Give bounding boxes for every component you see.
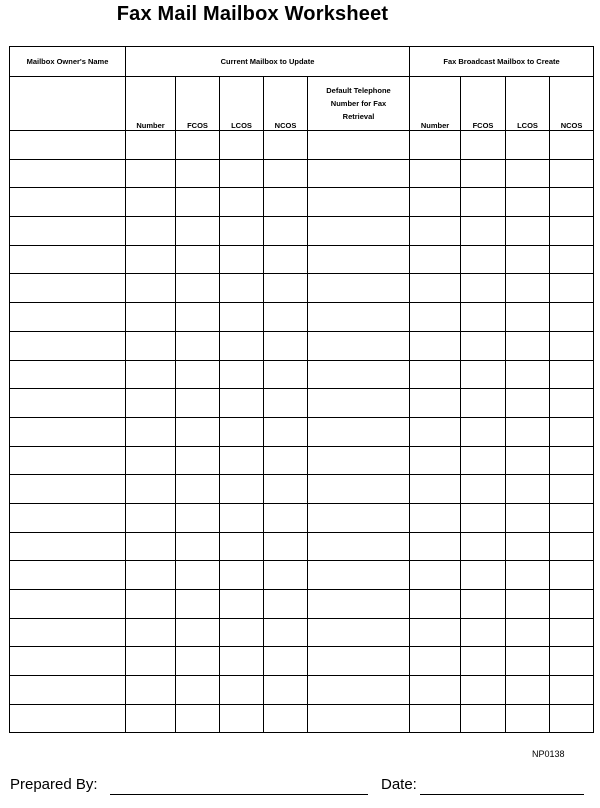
table-cell[interactable] (550, 676, 594, 705)
header-owner-name-blank (10, 77, 126, 131)
table-cell[interactable] (550, 188, 594, 217)
table-cell[interactable] (550, 274, 594, 303)
col-default-telephone-line-1: Default Telephone (326, 86, 391, 95)
table-cell[interactable] (220, 274, 264, 303)
table-cell[interactable] (10, 274, 126, 303)
table-cell[interactable] (506, 618, 550, 647)
table-cell[interactable] (550, 217, 594, 246)
table-cell[interactable] (550, 503, 594, 532)
table-cell[interactable] (308, 217, 410, 246)
table-cell[interactable] (126, 561, 176, 590)
table-cell[interactable] (506, 217, 550, 246)
table-cell[interactable] (410, 561, 461, 590)
table-row (10, 159, 594, 188)
table-cell[interactable] (176, 188, 220, 217)
table-cell[interactable] (10, 704, 126, 733)
table-cell[interactable] (410, 360, 461, 389)
table-cell[interactable] (308, 475, 410, 504)
table-cell[interactable] (506, 590, 550, 619)
table-cell[interactable] (308, 704, 410, 733)
table-cell[interactable] (220, 245, 264, 274)
table-cell[interactable] (264, 503, 308, 532)
table-cell[interactable] (410, 417, 461, 446)
table-cell[interactable] (126, 389, 176, 418)
table-cell[interactable] (10, 561, 126, 590)
table-cell[interactable] (308, 590, 410, 619)
table-cell[interactable] (126, 503, 176, 532)
table-cell[interactable] (126, 532, 176, 561)
header-current-mailbox: Current Mailbox to Update (126, 47, 410, 77)
table-cell[interactable] (220, 303, 264, 332)
table-cell[interactable] (461, 245, 506, 274)
table-cell[interactable] (264, 331, 308, 360)
table-cell[interactable] (176, 532, 220, 561)
table-cell[interactable] (10, 188, 126, 217)
table-cell[interactable] (264, 446, 308, 475)
header-broadcast-mailbox: Fax Broadcast Mailbox to Create (410, 47, 594, 77)
table-cell[interactable] (550, 331, 594, 360)
table-cell[interactable] (10, 360, 126, 389)
table-cell[interactable] (506, 704, 550, 733)
col-current-ncos: NCOS (264, 77, 308, 131)
table-cell[interactable] (176, 503, 220, 532)
table-cell[interactable] (126, 360, 176, 389)
table-cell[interactable] (10, 417, 126, 446)
table-row (10, 618, 594, 647)
table-cell[interactable] (506, 331, 550, 360)
col-broadcast-fcos: FCOS (461, 77, 506, 131)
table-cell[interactable] (176, 647, 220, 676)
worksheet-body (10, 131, 594, 733)
table-cell[interactable] (506, 274, 550, 303)
table-cell[interactable] (506, 303, 550, 332)
table-cell[interactable] (550, 245, 594, 274)
table-cell[interactable] (461, 389, 506, 418)
col-broadcast-ncos: NCOS (550, 77, 594, 131)
table-cell[interactable] (308, 131, 410, 160)
table-cell[interactable] (506, 532, 550, 561)
table-cell[interactable] (550, 561, 594, 590)
table-cell[interactable] (10, 647, 126, 676)
col-broadcast-lcos: LCOS (506, 77, 550, 131)
table-cell[interactable] (126, 417, 176, 446)
table-cell[interactable] (308, 417, 410, 446)
table-cell[interactable] (506, 503, 550, 532)
table-row (10, 503, 594, 532)
table-cell[interactable] (220, 446, 264, 475)
table-cell[interactable] (126, 647, 176, 676)
table-cell[interactable] (126, 676, 176, 705)
table-cell[interactable] (461, 618, 506, 647)
table-row (10, 590, 594, 619)
table-cell[interactable] (461, 360, 506, 389)
table-row (10, 561, 594, 590)
table-cell[interactable] (10, 446, 126, 475)
table-cell[interactable] (176, 590, 220, 619)
table-cell[interactable] (176, 274, 220, 303)
table-cell[interactable] (308, 360, 410, 389)
table-row (10, 389, 594, 418)
table-cell[interactable] (220, 360, 264, 389)
table-cell[interactable] (264, 303, 308, 332)
table-cell[interactable] (308, 303, 410, 332)
table-cell[interactable] (461, 532, 506, 561)
table-cell[interactable] (461, 647, 506, 676)
table-cell[interactable] (410, 704, 461, 733)
table-cell[interactable] (410, 217, 461, 246)
table-cell[interactable] (550, 303, 594, 332)
table-cell[interactable] (461, 274, 506, 303)
table-cell[interactable] (410, 618, 461, 647)
table-cell[interactable] (264, 274, 308, 303)
table-cell[interactable] (506, 475, 550, 504)
page-title: Fax Mail Mailbox Worksheet (116, 3, 389, 25)
table-cell[interactable] (10, 676, 126, 705)
table-cell[interactable] (176, 131, 220, 160)
table-cell[interactable] (126, 274, 176, 303)
table-row (10, 360, 594, 389)
table-cell[interactable] (550, 131, 594, 160)
table-cell[interactable] (461, 475, 506, 504)
table-cell[interactable] (308, 159, 410, 188)
table-cell[interactable] (461, 561, 506, 590)
table-cell[interactable] (461, 417, 506, 446)
table-cell[interactable] (126, 188, 176, 217)
table-cell[interactable] (126, 245, 176, 274)
table-cell[interactable] (220, 389, 264, 418)
table-cell[interactable] (176, 561, 220, 590)
table-cell[interactable] (461, 590, 506, 619)
table-cell[interactable] (176, 618, 220, 647)
table-row (10, 274, 594, 303)
table-cell[interactable] (10, 331, 126, 360)
table-cell[interactable] (264, 590, 308, 619)
col-current-fcos: FCOS (176, 77, 220, 131)
table-cell[interactable] (264, 676, 308, 705)
table-cell[interactable] (220, 131, 264, 160)
table-cell[interactable] (10, 303, 126, 332)
table-cell[interactable] (461, 217, 506, 246)
table-cell[interactable] (550, 417, 594, 446)
table-cell[interactable] (176, 446, 220, 475)
table-cell[interactable] (461, 331, 506, 360)
table-cell[interactable] (410, 303, 461, 332)
table-cell[interactable] (220, 561, 264, 590)
table-cell[interactable] (410, 274, 461, 303)
table-cell[interactable] (264, 475, 308, 504)
col-default-telephone-line-3: Retrieval (342, 112, 375, 121)
table-cell[interactable] (308, 331, 410, 360)
table-cell[interactable] (10, 532, 126, 561)
table-cell[interactable] (264, 131, 308, 160)
table-cell[interactable] (264, 618, 308, 647)
table-cell[interactable] (220, 217, 264, 246)
table-cell[interactable] (506, 676, 550, 705)
table-cell[interactable] (126, 217, 176, 246)
table-cell[interactable] (10, 245, 126, 274)
table-cell[interactable] (126, 475, 176, 504)
col-default-telephone (308, 77, 410, 131)
table-cell[interactable] (550, 446, 594, 475)
col-broadcast-number: Number (410, 77, 461, 131)
table-cell[interactable] (506, 245, 550, 274)
table-cell[interactable] (506, 446, 550, 475)
table-cell[interactable] (550, 159, 594, 188)
table-row (10, 532, 594, 561)
table-cell[interactable] (176, 389, 220, 418)
table-cell[interactable] (220, 532, 264, 561)
col-default-telephone-line-2: Number for Fax (330, 99, 387, 108)
table-row (10, 676, 594, 705)
table-cell[interactable] (176, 217, 220, 246)
table-cell[interactable] (176, 417, 220, 446)
table-cell[interactable] (506, 159, 550, 188)
table-cell[interactable] (264, 389, 308, 418)
table-cell[interactable] (506, 188, 550, 217)
table-row (10, 245, 594, 274)
table-cell[interactable] (410, 532, 461, 561)
table-cell[interactable] (264, 217, 308, 246)
table-cell[interactable] (10, 503, 126, 532)
table-row (10, 446, 594, 475)
table-cell[interactable] (308, 561, 410, 590)
form-code: NP0138 (532, 749, 565, 759)
table-cell[interactable] (410, 245, 461, 274)
table-cell[interactable] (220, 159, 264, 188)
table-cell[interactable] (410, 647, 461, 676)
table-cell[interactable] (10, 389, 126, 418)
table-cell[interactable] (308, 676, 410, 705)
table-cell[interactable] (506, 131, 550, 160)
table-cell[interactable] (308, 503, 410, 532)
table-cell[interactable] (126, 590, 176, 619)
table-cell[interactable] (176, 475, 220, 504)
table-cell[interactable] (410, 188, 461, 217)
col-current-lcos: LCOS (220, 77, 264, 131)
header-owner-name: Mailbox Owner's Name (10, 47, 126, 77)
table-cell[interactable] (126, 618, 176, 647)
table-cell[interactable] (126, 446, 176, 475)
table-cell[interactable] (264, 704, 308, 733)
table-cell[interactable] (550, 590, 594, 619)
table-cell[interactable] (176, 331, 220, 360)
table-cell[interactable] (220, 503, 264, 532)
table-cell[interactable] (506, 647, 550, 676)
table-cell[interactable] (10, 590, 126, 619)
table-cell[interactable] (220, 618, 264, 647)
table-cell[interactable] (410, 590, 461, 619)
date-line[interactable] (420, 794, 584, 795)
table-cell[interactable] (308, 188, 410, 217)
table-row (10, 188, 594, 217)
table-cell[interactable] (550, 389, 594, 418)
table-row (10, 217, 594, 246)
table-cell[interactable] (220, 676, 264, 705)
table-row (10, 417, 594, 446)
table-cell[interactable] (410, 389, 461, 418)
table-cell[interactable] (410, 475, 461, 504)
table-cell[interactable] (461, 159, 506, 188)
table-cell[interactable] (126, 303, 176, 332)
table-cell[interactable] (308, 245, 410, 274)
table-cell[interactable] (550, 647, 594, 676)
table-cell[interactable] (10, 618, 126, 647)
table-cell[interactable] (308, 274, 410, 303)
table-row (10, 475, 594, 504)
table-cell[interactable] (410, 446, 461, 475)
table-cell[interactable] (264, 245, 308, 274)
table-cell[interactable] (220, 647, 264, 676)
table-cell[interactable] (550, 618, 594, 647)
table-cell[interactable] (220, 475, 264, 504)
table-cell[interactable] (308, 618, 410, 647)
table-cell[interactable] (220, 704, 264, 733)
table-cell[interactable] (220, 417, 264, 446)
table-cell[interactable] (10, 159, 126, 188)
worksheet-table (9, 46, 594, 733)
table-cell[interactable] (264, 188, 308, 217)
table-cell[interactable] (10, 475, 126, 504)
table-cell[interactable] (264, 417, 308, 446)
table-cell[interactable] (126, 159, 176, 188)
table-cell[interactable] (220, 188, 264, 217)
table-cell[interactable] (550, 475, 594, 504)
table-cell[interactable] (264, 532, 308, 561)
table-cell[interactable] (308, 446, 410, 475)
table-cell[interactable] (308, 532, 410, 561)
table-cell[interactable] (410, 131, 461, 160)
table-cell[interactable] (461, 676, 506, 705)
table-cell[interactable] (264, 159, 308, 188)
prepared-by-label: Prepared By: (10, 776, 98, 793)
table-cell[interactable] (410, 331, 461, 360)
table-cell[interactable] (410, 503, 461, 532)
table-cell[interactable] (506, 360, 550, 389)
table-cell[interactable] (550, 704, 594, 733)
table-cell[interactable] (506, 561, 550, 590)
table-cell[interactable] (176, 704, 220, 733)
table-cell[interactable] (506, 417, 550, 446)
table-cell[interactable] (220, 331, 264, 360)
table-row (10, 303, 594, 332)
table-cell[interactable] (308, 389, 410, 418)
table-cell[interactable] (176, 676, 220, 705)
prepared-by-line[interactable] (110, 794, 368, 795)
table-cell[interactable] (176, 303, 220, 332)
date-label: Date: (381, 776, 417, 793)
col-current-number: Number (126, 77, 176, 131)
table-cell[interactable] (550, 360, 594, 389)
table-cell[interactable] (264, 561, 308, 590)
table-cell[interactable] (126, 131, 176, 160)
table-cell[interactable] (10, 131, 126, 160)
table-cell[interactable] (461, 303, 506, 332)
table-row (10, 647, 594, 676)
table-cell[interactable] (10, 217, 126, 246)
table-cell[interactable] (461, 704, 506, 733)
table-cell[interactable] (461, 131, 506, 160)
table-cell[interactable] (410, 676, 461, 705)
table-row (10, 331, 594, 360)
table-cell[interactable] (410, 159, 461, 188)
table-row (10, 704, 594, 733)
table-cell[interactable] (264, 360, 308, 389)
table-cell[interactable] (126, 331, 176, 360)
table-cell[interactable] (506, 389, 550, 418)
table-cell[interactable] (176, 159, 220, 188)
table-cell[interactable] (461, 503, 506, 532)
table-cell[interactable] (308, 647, 410, 676)
table-row (10, 131, 594, 160)
table-cell[interactable] (126, 704, 176, 733)
table-cell[interactable] (550, 532, 594, 561)
table-cell[interactable] (176, 360, 220, 389)
table-cell[interactable] (461, 446, 506, 475)
table-cell[interactable] (264, 647, 308, 676)
table-cell[interactable] (176, 245, 220, 274)
table-cell[interactable] (220, 590, 264, 619)
table-cell[interactable] (461, 188, 506, 217)
